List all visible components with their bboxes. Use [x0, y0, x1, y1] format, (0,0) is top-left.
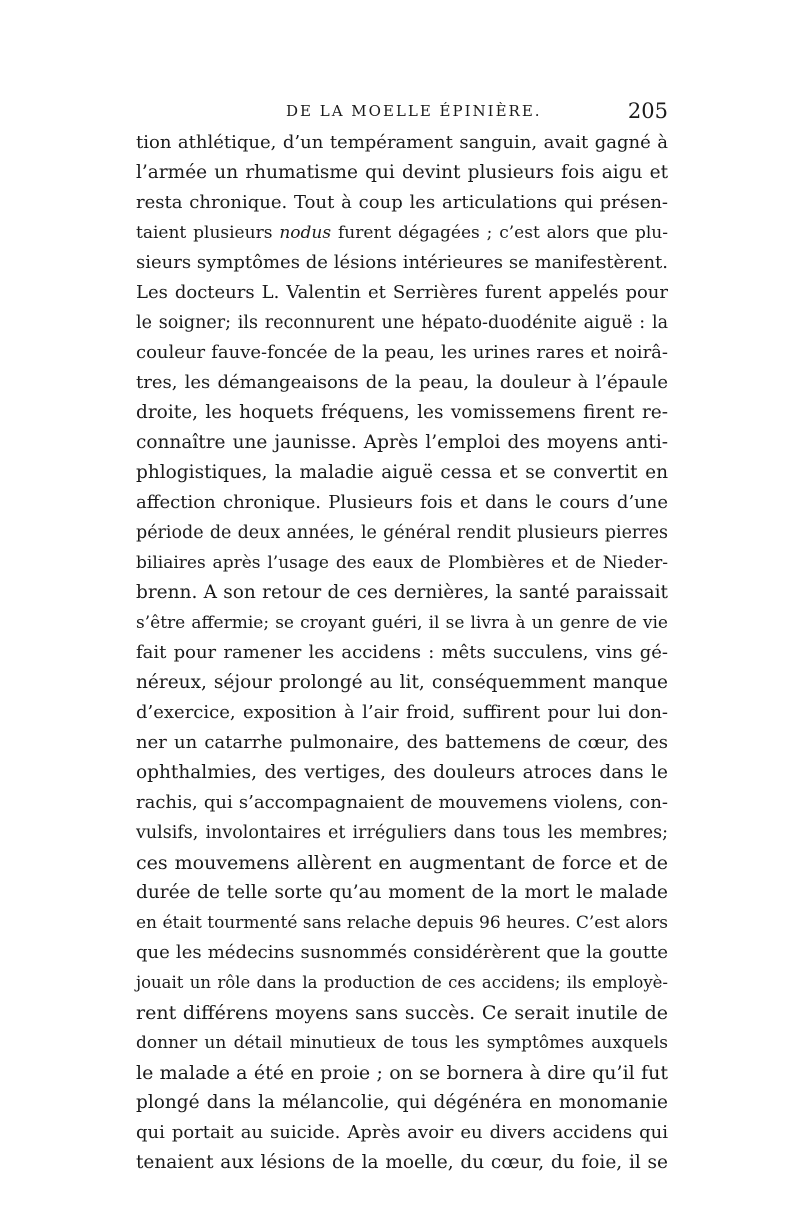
text-line: droite, les hoquets fréquens, les vomissemens firent re-: [136, 402, 668, 423]
text-line: durée de telle sorte qu’au moment de la mort le malade: [136, 882, 668, 903]
text-line: en était tourmenté sans relache depuis 96 heures. C’est alors: [136, 913, 668, 933]
text-line: ces mouvemens allèrent en augmentant de force et de: [136, 852, 668, 874]
text-line: sieurs symptômes de lésions intérieures se manifestèrent.: [136, 252, 668, 273]
text-line: néreux, séjour prolongé au lit, conséquemment manque: [136, 672, 668, 693]
emphasis: nodus: [279, 223, 332, 243]
text-line: couleur fauve-foncée de la peau, les urines rares et noirâ-: [136, 342, 668, 363]
text-line: période de deux années, le général rendit plusieurs pierres: [136, 523, 668, 543]
text-line: resta chronique. Tout à coup les articulations qui présen-: [136, 192, 668, 213]
text-line: s’être affermie; se croyant guéri, il se livra à un genre de vie: [136, 613, 668, 633]
text-line: ner un catarrhe pulmonaire, des battemens de cœur, des: [136, 732, 668, 753]
text-line: affection chronique. Plusieurs fois et dans le cours d’une: [136, 492, 668, 513]
body-text: [136, 128, 668, 1178]
text-line: tres, les démangeaisons de la peau, la douleur à l’épaule: [136, 372, 668, 393]
text-line: tion athlétique, d’un tempérament sanguin, avait gagné à: [136, 132, 668, 153]
text-line: brenn. A son retour de ces dernières, la santé paraissait: [136, 582, 668, 603]
text-line: Les docteurs L. Valentin et Serrières furent appelés pour: [136, 282, 668, 303]
text-line: vulsifs, involontaires et irréguliers dans tous les membres;: [136, 823, 668, 843]
text-line: plongé dans la mélancolie, qui dégénéra en monomanie: [136, 1092, 668, 1113]
text-line: rachis, qui s’accompagnaient de mouvemens violens, con-: [136, 792, 668, 813]
text-line: tenaient aux lésions de la moelle, du cœur, du foie, il se: [136, 1152, 668, 1173]
text-line: d’exercice, exposition à l’air froid, suffirent pour lui don-: [136, 702, 668, 723]
text-line: qui portait au suicide. Après avoir eu divers accidens qui: [136, 1122, 668, 1143]
text-line: taient plusieurs nodus furent dégagées ; c’est alors que plu-: [136, 223, 668, 243]
text-line: que les médecins susnommés considérèrent que la goutte: [136, 942, 668, 963]
text-line: le soigner; ils reconnurent une hépato-duodénite aiguë : la: [136, 313, 668, 333]
text-line: le malade a été en proie ; on se bornera à dire qu’il fut: [136, 1062, 668, 1084]
text-line: phlogistiques, la maladie aiguë cessa et se convertit en: [136, 462, 668, 483]
text-line: donner un détail minutieux de tous les symptômes auxquels: [136, 1033, 668, 1053]
text-line: rent différens moyens sans succès. Ce serait inutile de: [136, 1002, 668, 1024]
text-line: l’armée un rhumatisme qui devint plusieurs fois aigu et: [136, 162, 668, 183]
text-line: fait pour ramener les accidens : mêts succulens, vins gé-: [136, 642, 668, 663]
text-line: connaître une jaunisse. Après l’emploi des moyens anti-: [136, 432, 668, 453]
text-line: jouait un rôle dans la production de ces accidens; ils employè-: [136, 973, 668, 992]
running-head-title: DE LA MOELLE ÉPINIÈRE.: [286, 102, 542, 120]
text-line: biliaires après l’usage des eaux de Plombières et de Nieder-: [136, 553, 668, 573]
running-head: [136, 96, 668, 126]
page-number: 205: [627, 99, 668, 123]
text-line: ophthalmies, des vertiges, des douleurs atroces dans le: [136, 762, 668, 783]
